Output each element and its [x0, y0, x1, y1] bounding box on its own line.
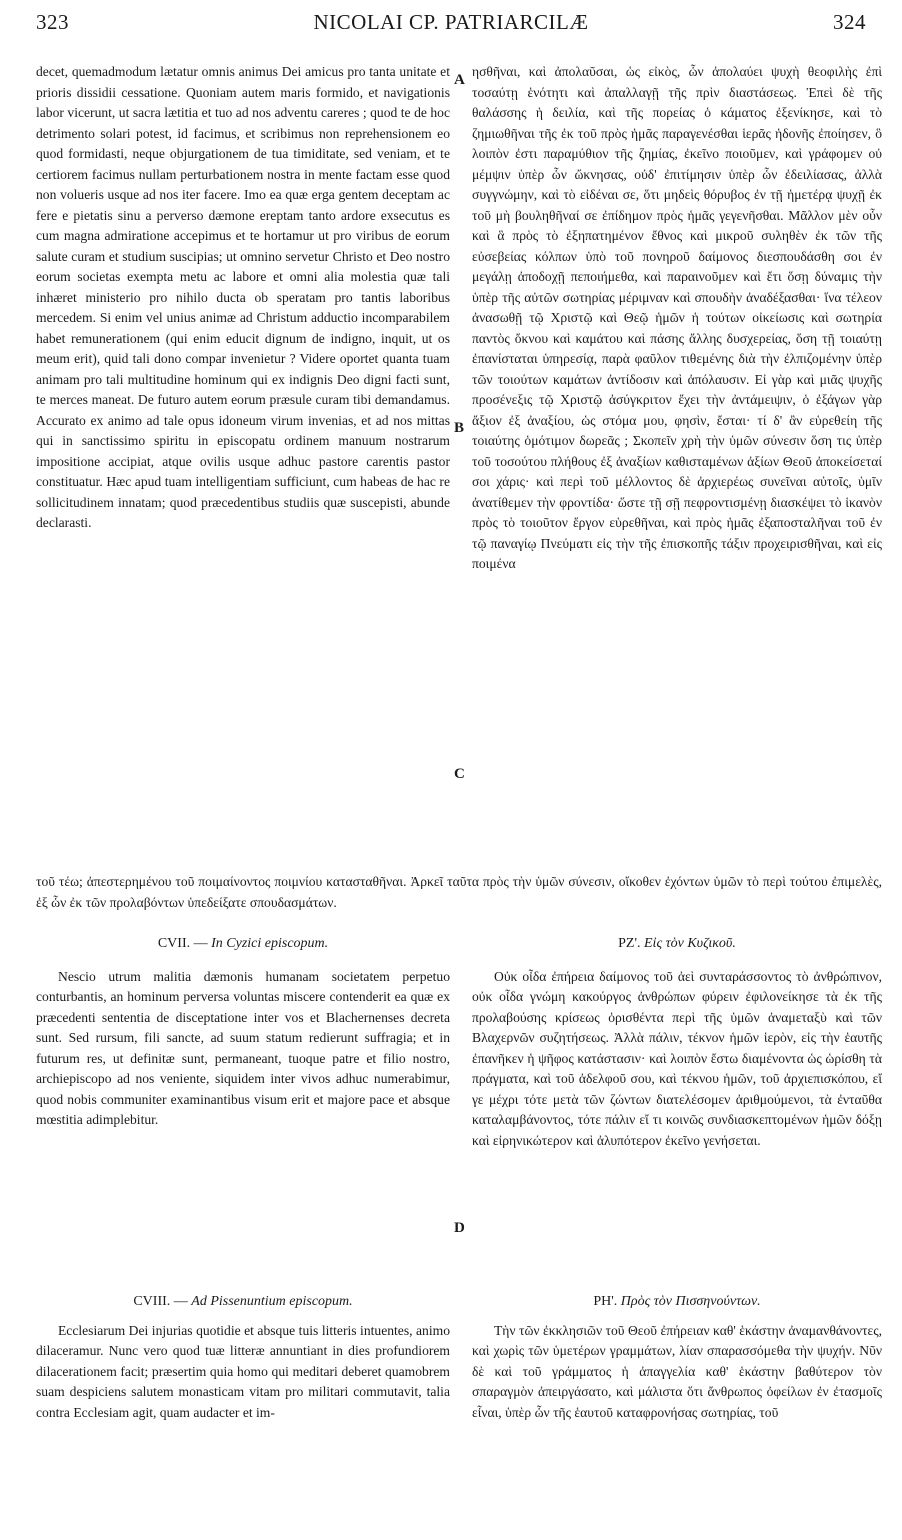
margin-letter-b: B	[454, 420, 465, 436]
latin-letter-108-text: Ecclesiarum Dei injurias quotidie et absque tuis litteris intuentes, animo dilaceramur. Nunc vero quod tuæ litteræ annuntiant in dies profundiorem dilacerationem facit; præsertim quia homo qui meditari deberet quamobrem suam despiciens salutem monasticam vitam pro militari commutavit, talia contra Ecclesiam agit, quam audacter et im-	[36, 1322, 450, 1420]
running-title: NICOLAI CP. PATRIARCILÆ	[313, 10, 589, 34]
greek-heading-107	[472, 934, 882, 955]
page-number-right: 324	[833, 10, 866, 34]
greek-letter-108-text: Τὴν τῶν ἐκκλησιῶν τοῦ Θεοῦ ἐπήρειαν καθ' ἑκάστην ἀναμανθάνοντες, καὶ χωρὶς τῶν ὑμετέρων γραμμάτων, λίαν σπαρασσόμεθα τὴν ψυχήν. Νῦν δὲ καὶ τοῦ γράμματος ἡ ἀπαγγελία καθ' ἑκάστην βαθύτερον τὸν σπαραγμὸν ἀπειργάσατο, καὶ μάλιστα ὅτι ἄνθρωπος ὀφείλων ἐν ἐτασμοῖς εἶναι, ὑπὲρ ὧν τῆς ἑαυτοῦ καταφρονήσας σωτηρίας, τοῦ	[472, 1322, 882, 1420]
latin-heading-107-title: In Cyzici episcopum.	[211, 936, 329, 951]
margin-letter-c: C	[454, 766, 465, 782]
greek-letter-107-text: Οὐκ οἶδα ἐπήρεια δαίμονος τοῦ ἀεὶ συνταράσσοντος τὸ ἀνθρώπινον, οὐκ οἶδα γνώμη κακούργος ἀνθρώπων φύρειν ἐφιλονείκησε τὰ ἐκ τῆς προλαβούσης κρίσεως ὁρισθέντα περὶ τῆς ὑμῶν ἀναμεταξὺ καὶ τῶν Βλαχερνῶν συζητήσεως. Ἀλλὰ πάλιν, τέκνον ἡμῶν ἱερὸν, εἰς τὴν ἑαυτῆς ἐπανῆκεν ἡ ψῆφος κατάστασιν· καὶ λοιπὸν ἔστω διαμένοντα ὡς ὡρίσθη τὰ πράγματα, καὶ τοῦ ἀδελφοῦ σου, καὶ τέκνου ἡμῶν, τοῦ ἀρχιεπισκόπου, εἴ γε μέχρι τότε μετὰ τῶν ζώντων διατελέσομεν ἀριθμούμενοι, τὰ ἐνταῦθα καταλαμβάνοντος, τότε πάλιν εἴ τι κοινῶς συνδιασκεπτομένων ἡμῶν δόξῃ καὶ εἰρηνικώτερον καὶ ἀλυπότερον ἐκεῖνο γενήσεται.	[472, 968, 882, 1148]
greek-heading-108-num: ΡΗ'.	[593, 1294, 618, 1309]
greek-column-top	[472, 62, 882, 575]
latin-heading-107-num: CVII. —	[157, 936, 208, 951]
latin-column-top	[36, 62, 450, 534]
greek-letter-106-end: τοῦ τέω; ἀπεστερημένου τοῦ ποιμαίνοντος ποιμνίου κατασταθῆναι. Ἀρκεῖ ταῦτα πρὸς τὴν ὑμῶν σύνεσιν, οἴκοθεν ἐχόντων ὑμῶν τὸ περὶ τούτου ἐπιμελὲς, ἐξ ὧν ἐκ τῶν προλαβόντων ὑπεδείξατε σπουδασμάτων.	[36, 874, 882, 910]
page-number-left: 323	[36, 10, 69, 34]
latin-heading-108-title: Ad Pissenuntium episcopum.	[191, 1294, 353, 1309]
running-header	[36, 10, 866, 40]
greek-section-108	[472, 1292, 882, 1423]
greek-heading-108-title: Πρὸς τὸν Πισσηνούντων.	[620, 1294, 761, 1309]
latin-section-108	[36, 1292, 450, 1423]
latin-letter-106-text: decet, quemadmodum lætatur omnis animus Dei amicus pro tanta unitate et prioris dissidii cessatione. Quoniam autem maris formido, et navigationis labor vicerunt, ut sacra lætitia et tuo ad nos adventu careres ; quod te de hoc detrimento solari potest, id facimus, et scribimus non reprehensionem eo quod formidasti, neque objurgationem de tua timiditate, sed veniam, et te certiorem facimus nullam perturbationem nostra in mente factam esse quod non volueris usque ad nos iter facere. Imo ea quæ erga gentem deceptam ac fere e pietatis sinu a perverso dæmone ereptam tanto ardore exsecutus es cum magna admiratione accepimus et te hortamur ut pro viribus de eorum salute curam et studium suscipias; ut omnino servetur Christo et Deo nostro eorum societas exempta metu ac labore et omni alia molestia quæ tali inhæret ministerio pro nihilo ducta ob speratam pro tantis laboribus mercedem. Si enim vel unius animæ ad Christum adductio incomparabilem habet remunerationem (qui enim educit dignum de indigno, inquit, ut os meum erit), quid tali dono compar invenietur ? Videre oportet quanta tuam animam pro tali multitudine hominum qui ex indignis Deo digni facti sunt, te merces maneat. De futuro autem eorum præsule curam tibi demandamus. Accurato ex animo ad tale opus idoneum virum invenias, et ad nos mittas qui in sanctissimo spiritu in episcopatu ordinem manuum nostrarum impositione accipiat, atque ovilis usque adhuc pastore carentis pastor constituatur. Hæc apud tuam intelligentiam sufficiunt, cum habeas de hac re sollicitudinem innatam; quod præcedentibus studiis quæ suscepisti, abunde declarasti.	[36, 64, 450, 530]
greek-letter-106-text: ησθῆναι, καὶ ἀπολαῦσαι, ὡς εἰκὸς, ὧν ἀπολαύει ψυχὴ θεοφιλὴς ἐπὶ τοσαύτῃ ἑνότητι καὶ ἀπαλλαγῇ τῆς πρὶν διαστάσεως. Ἐπεὶ δὲ τῆς θαλάσσης ἡ δειλία, καὶ τῆς πορείας ὁ κάματος ἐξενίκησε, καὶ τὸ ζημιωθῆναι τῆς ἐκ τοῦ πρὸς ἡμᾶς παραγενέσθαι ἱερᾶς ἡδονῆς ἐποίησεν, ὃ λοιπὸν ἐστι παραμύθιον τῆς ζημίας, ἐκεῖνο ποιοῦμεν, καὶ γράφομεν οὐ μέμψιν ὑπὲρ ὧν ὤκνησας, οὐδ' ἐπιτίμησιν ὑπὲρ ὧν ἐδειλίασας, ἀλλὰ συγγνώμην, καὶ τὸ εἰδέναι σε, ὅτι μηδεὶς θόρυβος ἐν τῇ ἡμετέρᾳ ψυχῇ ἐκ τοῦ μὴ βουληθῆναί σε ἐπίδημον πρὸς ἡμᾶς γεγενῆσθαι. Μᾶλλον μὲν οὖν καὶ ἃ πρὸς τὸ ἐξηπατημένον ἔθνος καὶ μικροῦ συληθὲν ἐκ τῶν τῆς εὐσεβείας κόλπων ὑπὸ τοῦ πονηροῦ δαίμονος διεσπουδάσθη σοι ἐν μεγάλῃ ἀποδοχῇ πεποιήμεθα, καὶ παραινοῦμεν καὶ ἔτι ὅσῃ δύναμις τὴν ὑπὲρ τῆς αὐτῶν σωτηρίας μέριμναν καὶ σπουδὴν ἀναδέξασθαι· ἵνα τέλεον ἀνασωθῇ τῷ Χριστῷ καὶ Θεῷ ἡμῶν ἡ τούτων οἰκείωσις καὶ σωτηρία παντὸς ὄκνου καὶ καμάτου καὶ πάσης ἄλλης δυσχερείας, ὅση τῇ τοιαύτῃ ἐπανίσταται ὑπηρεσίᾳ, παρὰ φαῦλον τιθεμένης διὰ τὴν ἐλπιζομένην ὑπὲρ τῶν τοιούτων καμάτων ἀντίδοσιν καὶ ἀπόλαυσιν. Εἰ γὰρ καὶ μιᾶς ψυχῆς προσένεξις τῷ Χριστῷ ἀσύγκριτον ἔχει τὴν ἀντάμειψιν, ὁ ἐξάγων γὰρ ἄξιον ἐξ ἀναξίου, ὡς στόμα μου, φησὶν, ἔσται· τί δ' ἂν εὑρεθείη τῆς τοιαύτης ὁμότιμον δωρεᾶς ; Σκοπεῖν χρὴ τὴν ὑμῶν σύνεσιν ὅση τις ὑπὲρ τοῦ τοσούτου πλήθους ἐξ ἀναξίων καθισταμένων ἀξίων Θεοῦ ἀποκείσεταί σοι χάρις· καὶ περὶ τοῦ μέλλοντος δὲ ἀρχιερέως συνεῖναι αὐτοῖς, ὑμῖν ἀνατίθεμεν τὴν φροντίδα· ὥστε τῇ σῇ πεφροντισμένῃ διασκέψει τὸ ἱκανὸν πρὸς τὸ τοιοῦτον ἔργον εὑρεθῆναι, καὶ πρὸς ἡμᾶς ἐξαποσταλῆναι τοῦ ἐν τῷ παναγίῳ Πνεύματι εἰς τὴν τῆς ἐπισκοπῆς τάξιν προχειρισθῆναι, καὶ εἰς ποιμένα	[472, 64, 882, 571]
latin-heading-107	[36, 934, 450, 955]
greek-fullwidth-line	[36, 872, 882, 913]
greek-heading-108	[472, 1292, 882, 1313]
latin-heading-108-num: CVIII. —	[133, 1294, 188, 1309]
latin-heading-108	[36, 1292, 450, 1313]
latin-section-107	[36, 934, 450, 1131]
latin-letter-107-text: Nescio utrum malitia dæmonis humanam societatem perpetuo conturbantis, an hominum perversa voluntas miscere contenderit ea quæ ex præcedenti sententia de disceptatione inter vos et Blachernenses decreta sunt. Sed rursum, fili sancte, ad suum statum redierunt suffragia; et in futurum res, ut definitæ sunt, permaneant, tuoque patre et filio nostro, archiepiscopo ad nos veniente, siquidem inter vivos adhuc numerabimur, quod nobis communiter examinantibus visum erit et majore pace et absque mœstitia adimplebitur.	[36, 968, 450, 1127]
margin-letter-d: D	[454, 1220, 465, 1236]
margin-letter-a: A	[454, 72, 465, 88]
greek-heading-107-title: Εἰς τὸν Κυζικοῦ.	[644, 936, 736, 951]
greek-heading-107-num: ΡΖ'.	[618, 936, 641, 951]
greek-section-107	[472, 934, 882, 1151]
